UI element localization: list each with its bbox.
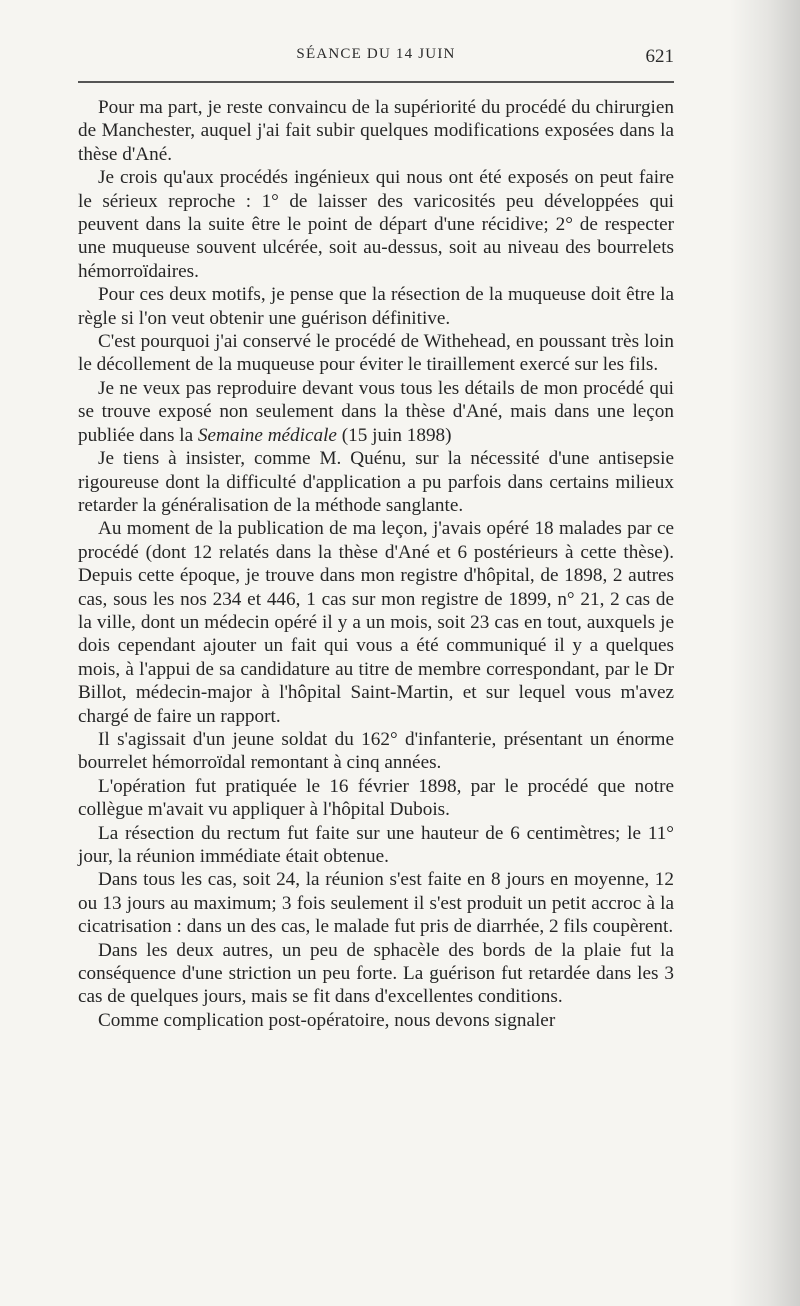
page-number: 621 xyxy=(645,46,674,67)
paragraph xyxy=(78,377,674,447)
paragraph: Il s'agissait d'un jeune soldat du 162° d'infanterie, présentant un énorme bourrelet hémorroïdal remontant à cinq années. xyxy=(78,728,674,774)
paragraph: Comme complication post-opératoire, nous devons signaler xyxy=(98,1009,556,1031)
paragraph: Je crois qu'aux procédés ingénieux qui nous ont été exposés on peut faire le sérieux reproche : 1° de laisser des varicosités peu développées qui peuvent dans la suite être le point de départ d'une récidive; 2° de respecter une muqueuse souvent ulcérée, soit au-dessus, soit au niveau des bourrelets hémorroïdaires. xyxy=(78,167,674,282)
journal-title: Semaine médicale xyxy=(197,424,337,446)
paragraph: Pour ces deux motifs, je pense que la résection de la muqueuse doit être la règle si l'on veut obtenir une guérison définitive. xyxy=(78,284,674,329)
running-title: SÉANCE DU 14 JUIN xyxy=(296,46,456,62)
paragraph: Au moment de la publication de ma leçon, j'avais opéré 18 malades par ce procédé (dont 12 relatés dans la thèse d'Ané et 6 postérieurs à cette thèse). Depuis cette époque, je trouve dans mon registre d'hôpital, de 1898, 2 autres cas, sous les nos 234 et 446, 1 cas sur mon registre de 1899, n° 21, 2 cas de la ville, dont un médecin opéré il y a un mois, soit 23 cas en tout, auxquels je dois cependant ajouter un fait qui vous a été communiqué il y a quelques mois, à l'appui de sa candidature au titre de membre correspondant, par le Dr Billot, médecin-major à l'hôpital Saint-Martin, et sur lequel vous m'avez chargé de faire un rapport. xyxy=(78,518,674,727)
page-header xyxy=(78,46,674,70)
paragraph: La résection du rectum fut faite sur une hauteur de 6 centimètres; le 11° jour, la réunion immédiate était obtenue. xyxy=(78,822,674,867)
paragraph-text: (15 juin 1898) xyxy=(336,424,452,446)
paragraph: Dans les deux autres, un peu de sphacèle des bords de la plaie fut la conséquence d'une striction un peu forte. La guérison fut retardée dans les 3 cas de quelques jours, mais se fit dans d'excellentes conditions. xyxy=(78,939,674,1008)
body-text xyxy=(78,96,674,1032)
paragraph-text: Je ne veux pas reproduire devant vous tous les détails de mon procédé qui se trouve exposé non seulement dans la thèse d'Ané, mais dans une leçon publiée dans la xyxy=(78,377,674,446)
paragraph: Je tiens à insister, comme M. Quénu, sur la nécessité d'une antisepsie rigoureuse dont la difficulté d'application a pu parfois dans certains milieux retarder la généralisation de la méthode sanglante. xyxy=(78,448,674,516)
paragraph: C'est pourquoi j'ai conservé le procédé de Withehead, en poussant très loin le décollement de la muqueuse pour éviter le tiraillement exercé sur les fils. xyxy=(78,331,674,376)
page-edge-shadow xyxy=(730,0,800,1306)
paragraph: Dans tous les cas, soit 24, la réunion s'est faite en 8 jours en moyenne, 12 ou 13 jours au maximum; 3 fois seulement il s'est produit un petit accroc à la cicatrisation : dans un des cas, le malade fut pris de diarrhée, 2 fils coupèrent. xyxy=(78,869,674,938)
header-rule xyxy=(78,81,674,83)
paragraph: Pour ma part, je reste convaincu de la supériorité du procédé du chirurgien de Manchester, auquel j'ai fait subir quelques modifications exposées dans la thèse d'Ané. xyxy=(78,97,674,165)
paragraph: L'opération fut pratiquée le 16 février 1898, par le procédé que notre collègue m'avait vu appliquer à l'hôpital Dubois. xyxy=(78,775,674,821)
